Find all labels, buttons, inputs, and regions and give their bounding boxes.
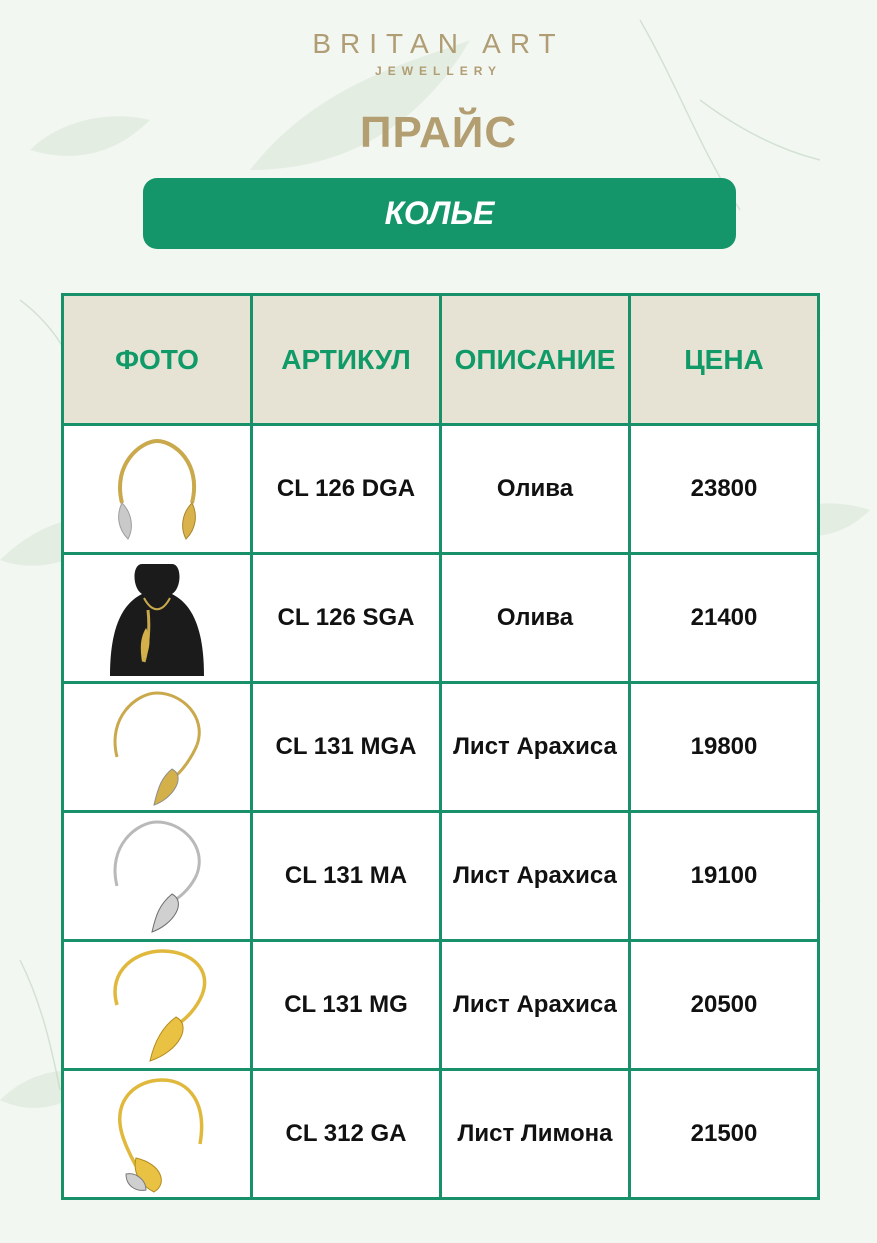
product-photo <box>102 687 212 807</box>
product-photo-cell <box>63 425 252 554</box>
description-cell: Лист Арахиса <box>441 941 630 1070</box>
description-cell: Олива <box>441 554 630 683</box>
article-cell: CL 131 MA <box>252 812 441 941</box>
price-cell: 19100 <box>630 812 819 941</box>
article-cell: CL 131 MGA <box>252 683 441 812</box>
product-photo <box>102 1074 212 1194</box>
price-cell: 23800 <box>630 425 819 554</box>
product-photo-cell <box>63 941 252 1070</box>
description-cell: Олива <box>441 425 630 554</box>
table-header-row <box>63 295 819 425</box>
table-row <box>63 812 819 941</box>
description-cell: Лист Лимона <box>441 1070 630 1199</box>
article-cell: CL 131 MG <box>252 941 441 1070</box>
table-row <box>63 683 819 812</box>
description-cell: Лист Арахиса <box>441 683 630 812</box>
category-label: КОЛЬЕ <box>384 195 495 231</box>
table-row <box>63 941 819 1070</box>
brand-subtitle: JEWELLERY <box>375 64 502 78</box>
product-photo-cell <box>63 683 252 812</box>
price-cell: 19800 <box>630 683 819 812</box>
article-cell: CL 126 SGA <box>252 554 441 683</box>
article-cell: CL 312 GA <box>252 1070 441 1199</box>
brand-name: BRITAN ART <box>312 28 565 59</box>
header-article: АРТИКУЛ <box>252 295 441 425</box>
product-photo <box>102 558 212 678</box>
product-photo <box>102 945 212 1065</box>
page-title: ПРАЙС <box>359 108 518 157</box>
price-table <box>61 293 820 1200</box>
product-photo <box>102 433 212 545</box>
table-row <box>63 1070 819 1199</box>
price-cell: 20500 <box>630 941 819 1070</box>
product-photo-cell <box>63 1070 252 1199</box>
product-photo-cell <box>63 812 252 941</box>
product-photo-cell <box>63 554 252 683</box>
table-row <box>63 425 819 554</box>
header-photo: ФОТО <box>63 295 252 425</box>
header-description: ОПИСАНИЕ <box>441 295 630 425</box>
price-cell: 21400 <box>630 554 819 683</box>
header-price: ЦЕНА <box>630 295 819 425</box>
article-cell: CL 126 DGA <box>252 425 441 554</box>
category-banner <box>143 178 736 249</box>
product-photo <box>102 816 212 936</box>
description-cell: Лист Арахиса <box>441 812 630 941</box>
price-cell: 21500 <box>630 1070 819 1199</box>
table-row <box>63 554 819 683</box>
